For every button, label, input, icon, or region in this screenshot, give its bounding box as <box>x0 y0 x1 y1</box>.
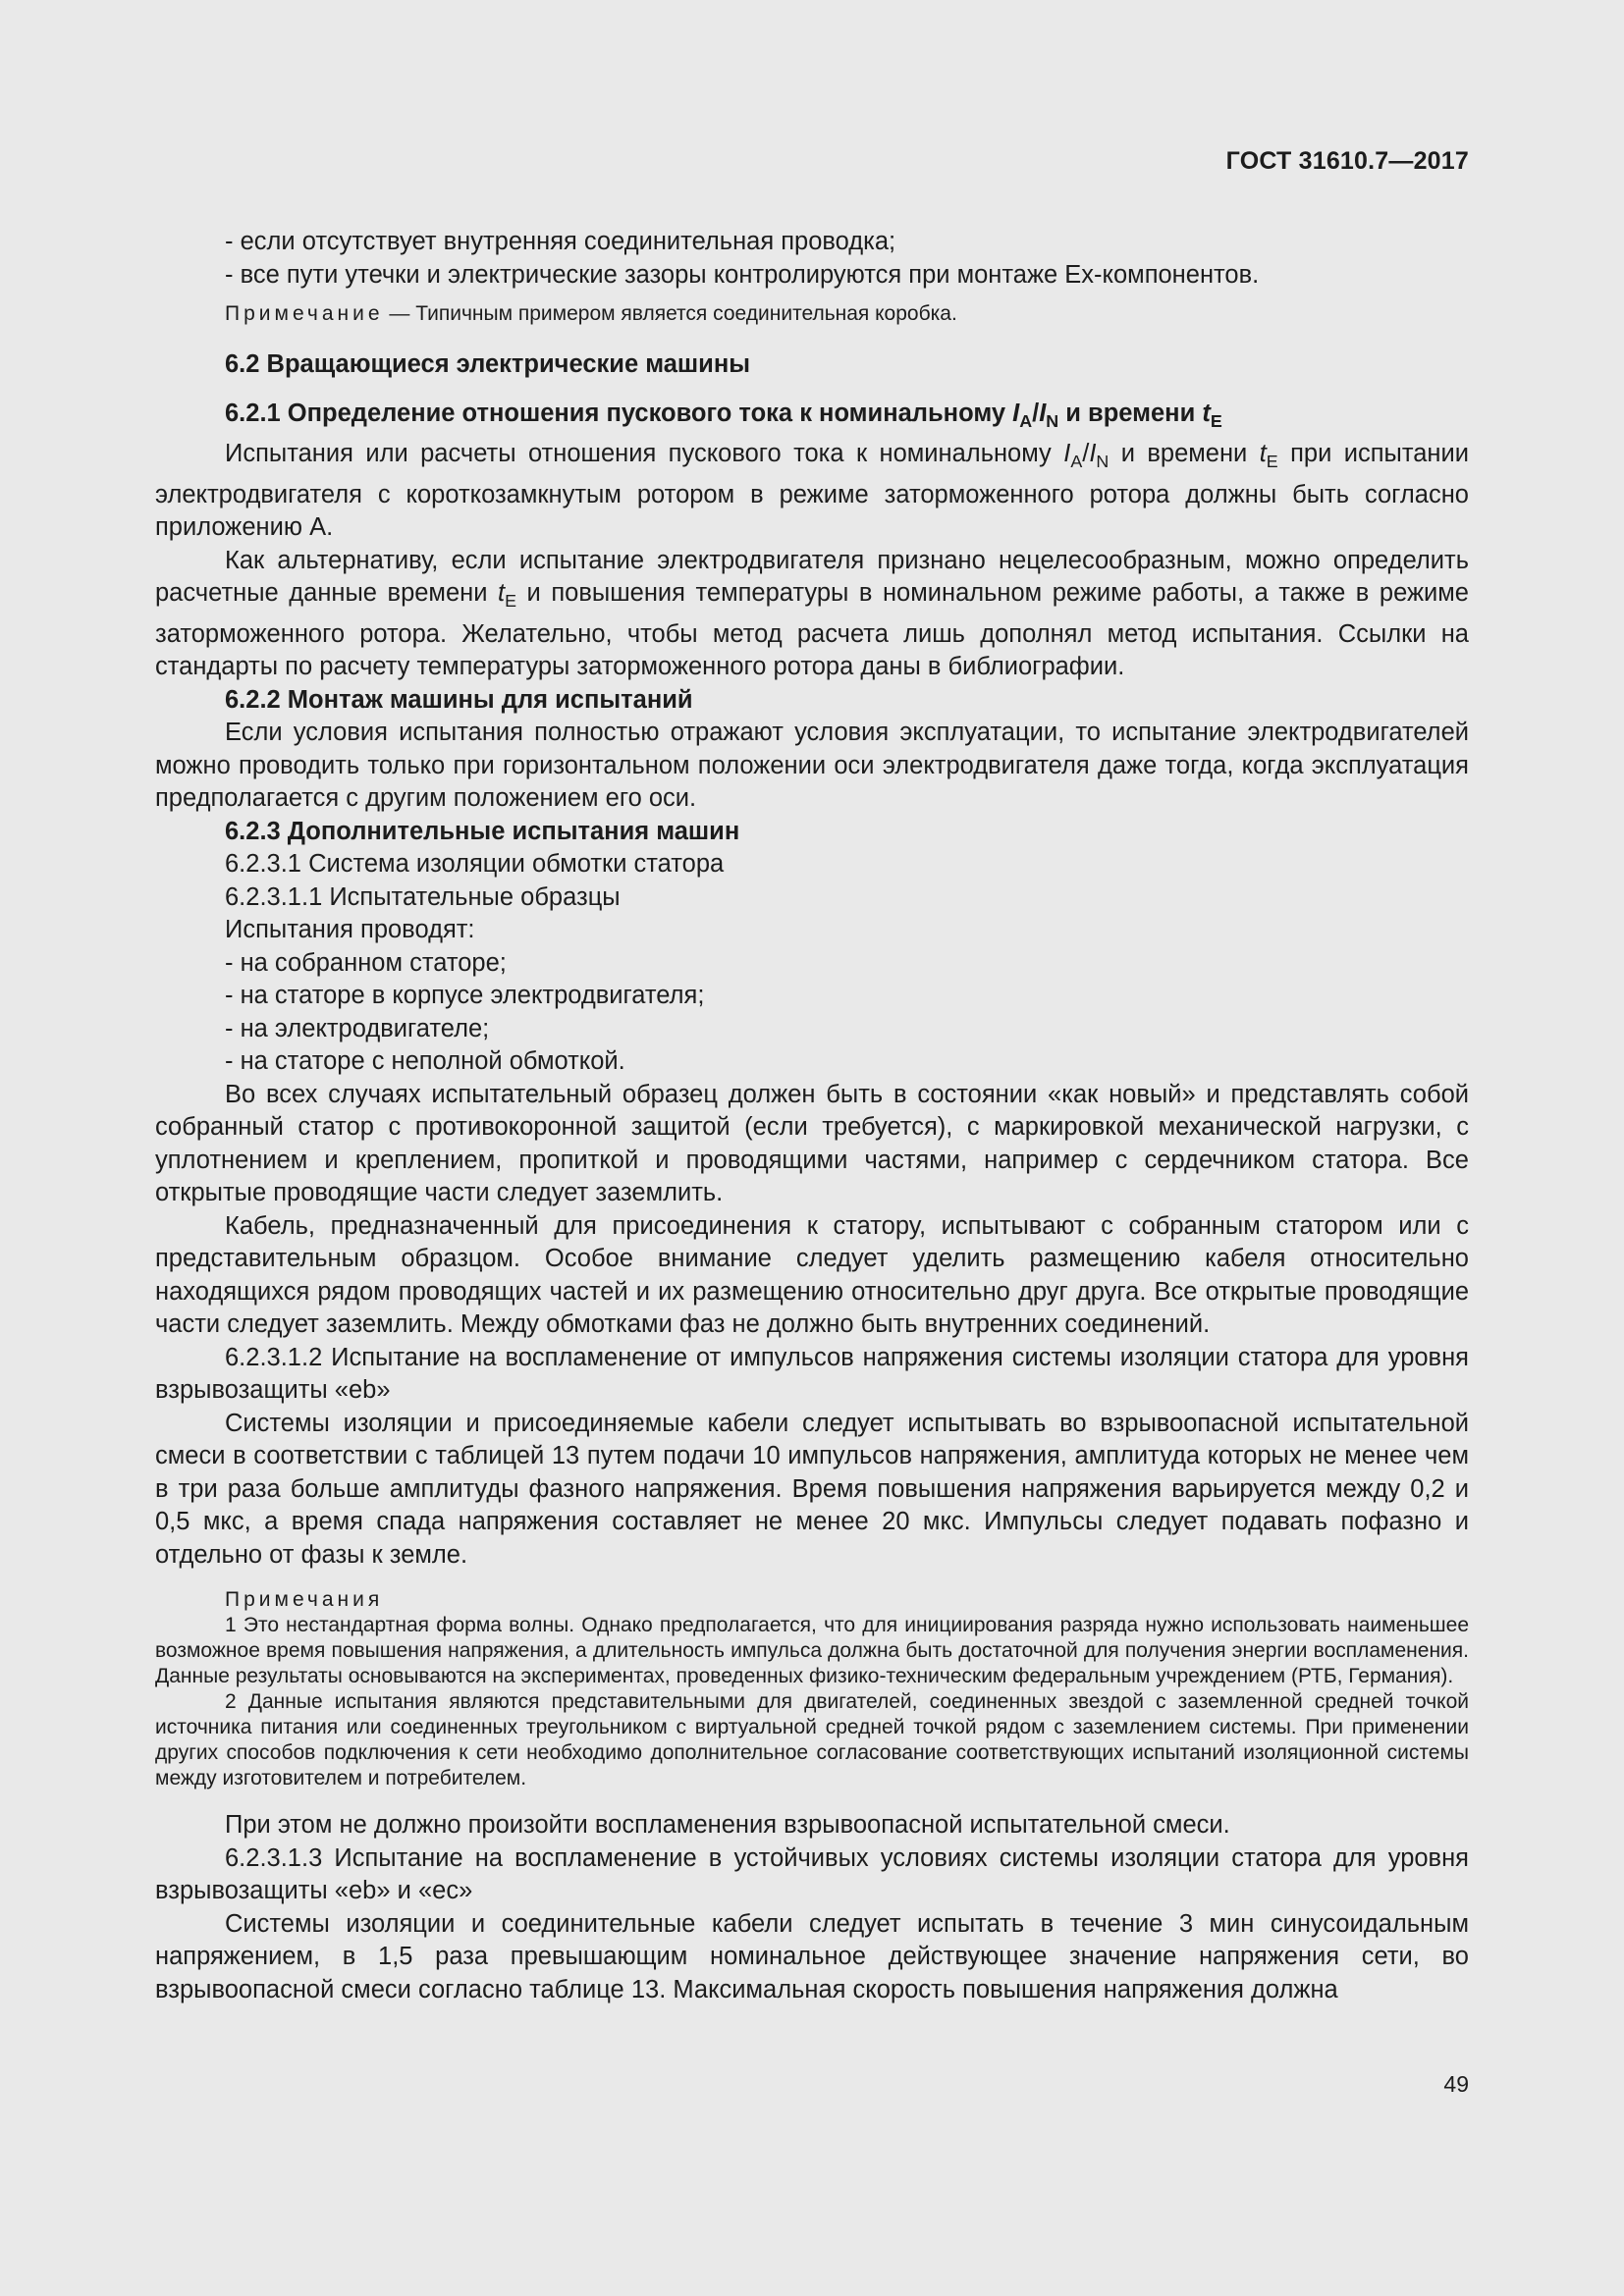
subsection-heading: 6.2.3.1.1 Испытательные образцы <box>225 882 621 911</box>
document-code: ГОСТ 31610.7—2017 <box>1225 147 1469 175</box>
list-item: - если отсутствует внутренняя соединительная проводка; <box>225 228 896 255</box>
paragraph: Системы изоляции и соединительные кабели следует испытать в течение 3 мин синусоидальным напряжением, в 1,5 раза превышающим номинальное действующее значение напряжения сети, во взрывоопасной смеси согласно таблице 13. Максимальная скорость повышения напряжения должна <box>155 1909 1469 2003</box>
notes-label: Примечания <box>225 1588 384 1612</box>
list-item: - на электродвигателе; <box>225 1014 490 1042</box>
notes-block <box>155 1587 1469 1791</box>
note-item: 1 Это нестандартная форма волны. Однако предполагается, что для инициирования разряда нужно использовать наименьшее возможное время повышения напряжения, а длительность импульса должна быть достаточной для получения энергии воспламенения. Данные результаты основываются на экспериментах, проведенных физико-техническим федеральным учреждением (РТБ, Германия). <box>155 1614 1469 1688</box>
paragraph: 6.2.3.1.3 Испытание на воспламенение в устойчивых условиях системы изоляции статора для уровня взрывозащиты «eb» и «ec» <box>155 1843 1469 1905</box>
paragraph: Как альтернативу, если испытание электродвигателя признано нецелесообразным, можно определить расчетные данные времени $t_E$ и повышения температуры в номинальном режиме работы, а также в режиме заторможенного ротора. Желательно, чтобы метод расчета лишь дополнял метод испытания. Ссылки на стандарты по расчету температуры заторможенного ротора даны в библиографии. <box>155 546 1469 681</box>
note-label: Примечание <box>225 302 384 325</box>
list-item: - все пути утечки и электрические зазоры контролируются при монтаже Ех-компонентов. <box>225 260 1260 289</box>
paragraph: Испытания или расчеты отношения пускового тока к номинальному $I_A/I_N$ и времени $t_E$ при испытании электродвигателя с короткозамкнутым ротором в режиме заторможенного ротора должны быть согласно приложению А. <box>155 440 1469 542</box>
list-item: - на собранном статоре; <box>225 948 507 977</box>
paragraph: При этом не должно произойти воспламенения взрывоопасной испытательной смеси. <box>225 1811 1230 1840</box>
paragraph: Во всех случаях испытательный образец должен быть в состоянии «как новый» и представлять собой собранный статор с противокоронной защитой (если требуется), с маркировкой механической нагрузки, с уплотнением и креплением, пропиткой и проводящими частями, например с сердечником статора. Все открытые проводящие части следует заземлить. <box>155 1080 1469 1207</box>
section-heading-6-2-1: 6.2.1 Определение отношения пускового тока к номинальному $I_A/I_N$ и времени $t_E$ <box>225 399 1222 431</box>
note-item: 2 Данные испытания являются представительными для двигателей, соединенных звездой с заземленной средней точкой источника питания или соединенных треугольником с виртуальной средней точкой рядом с заземлением системы. При применении других способов подключения к сети необходимо дополнительное согласование соответствующих испытаний изоляционной системы между изготовителем и потребителем. <box>155 1690 1469 1790</box>
subsection-heading: 6.2.3.1 Система изоляции обмотки статора <box>225 850 725 879</box>
page-body <box>155 226 1469 2006</box>
note-text: — Типичным примером является соединительная коробка. <box>383 302 957 325</box>
paragraph: Системы изоляции и присоединяемые кабели следует испытывать во взрывоопасной испытательной смеси в соответствии с таблицей 13 путем подачи 10 импульсов напряжения, амплитуда которых не менее чем в три раза больше амплитуды фазного напряжения. Время повышения напряжения варьируется между 0,2 и 0,5 мкс, а время спада напряжения составляет не менее 20 мкс. Импульсы следует подавать пофазно и отдельно от фазы к земле. <box>155 1409 1469 1569</box>
section-heading-6-2-2: 6.2.2 Монтаж машины для испытаний <box>225 685 693 714</box>
list-item: - на статоре в корпусе электродвигателя; <box>225 982 705 1010</box>
list-item: - на статоре с неполной обмоткой. <box>225 1047 625 1076</box>
section-heading-6-2: 6.2 Вращающиеся электрические машины <box>225 350 751 378</box>
paragraph: Если условия испытания полностью отражают условия эксплуатации, то испытание электродвигателей можно проводить только при горизонтальном положении оси электродвигателя даже тогда, когда эксплуатация предполагается с другим положением его оси. <box>155 719 1469 813</box>
section-heading-6-2-3: 6.2.3 Дополнительные испытания машин <box>225 817 740 845</box>
page-number: 49 <box>1443 2071 1469 2097</box>
paragraph: 6.2.3.1.2 Испытание на воспламенение от импульсов напряжения системы изоляции статора для уровня взрывозащиты «eb» <box>155 1343 1469 1405</box>
note <box>155 301 1469 327</box>
paragraph: Кабель, предназначенный для присоединения к статору, испытывают с собранным статором или с представительным образцом. Особое внимание следует уделить размещению кабеля относительно находящихся рядом проводящих частей и их размещению относительно друг друга. Все открытые проводящие части следует заземлить. Между обмотками фаз не должно быть внутренних соединений. <box>155 1211 1469 1339</box>
paragraph: Испытания проводят: <box>225 916 475 944</box>
